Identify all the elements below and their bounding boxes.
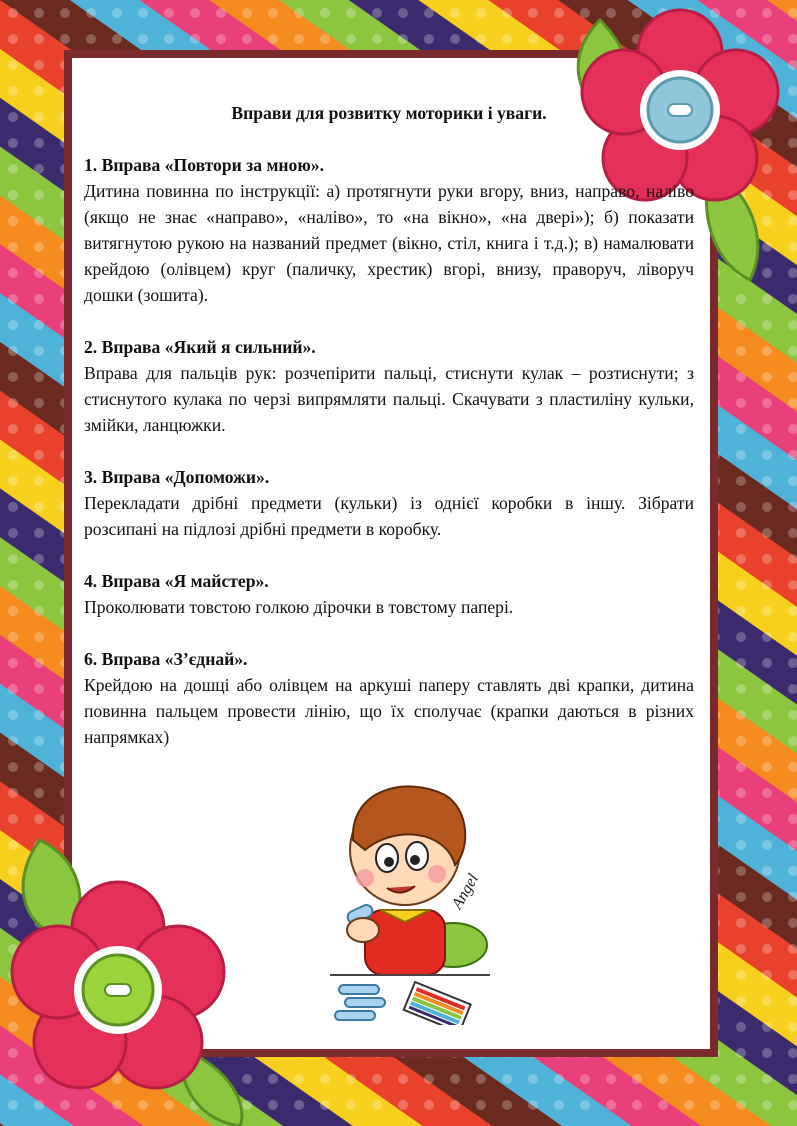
exercise-6 [84, 646, 694, 750]
document-title: Вправи для розвитку моторики і уваги. [231, 103, 547, 123]
exercise-2-heading: 2. Вправа «Який я сильний». [84, 337, 316, 357]
exercise-6-heading: 6. Вправа «З’єднай». [84, 649, 248, 669]
child-with-chalk-illustration [325, 770, 505, 1025]
exercise-1 [84, 152, 694, 308]
exercise-3-heading: 3. Вправа «Допоможи». [84, 467, 270, 487]
exercise-2-body: Вправа для пальців рук: розчепірити пальці, стиснути кулак – розтиснути; з стиснутого кулака по черзі випрямляти пальці. Скачувати з пластиліну кульки, змійки, ланцюжки. [84, 363, 694, 435]
document-content [84, 100, 694, 776]
exercise-1-body: Дитина повинна по інструкції: а) протягнути руки вгору, вниз, направо, наліво (якщо не знає «направо», «наліво», то «на вікно», «на двері»); б) показати витягнутою рукою на названий предмет (вікно, стіл, книга і т.д.); в) намалювати крейдою (олівцем) круг (паличку, хрестик) вгорі, внизу, праворуч, ліворуч дошки (зошита). [84, 181, 694, 305]
exercise-3-body: Перекладати дрібні предмети (кульки) із однієї коробки в іншу. Зібрати розсипані на підлозі дрібні предмети в коробку. [84, 493, 694, 539]
exercise-3 [84, 464, 694, 542]
exercise-2 [84, 334, 694, 438]
exercise-4 [84, 568, 694, 620]
exercise-6-body: Крейдою на дошці або олівцем на аркуші паперу ставлять дві крапки, дитина повинна пальцем провести лінію, що їх сполучає (крапки даються в різних напрямках) [84, 675, 694, 747]
flower-bottom-left-icon [0, 830, 270, 1126]
exercise-4-body: Проколювати товстою голкою дірочки в товстому папері. [84, 597, 514, 617]
exercise-4-heading: 4. Вправа «Я майстер». [84, 571, 269, 591]
signature-text: Angel [448, 871, 483, 912]
exercise-1-heading: 1. Вправа «Повтори за мною». [84, 155, 324, 175]
